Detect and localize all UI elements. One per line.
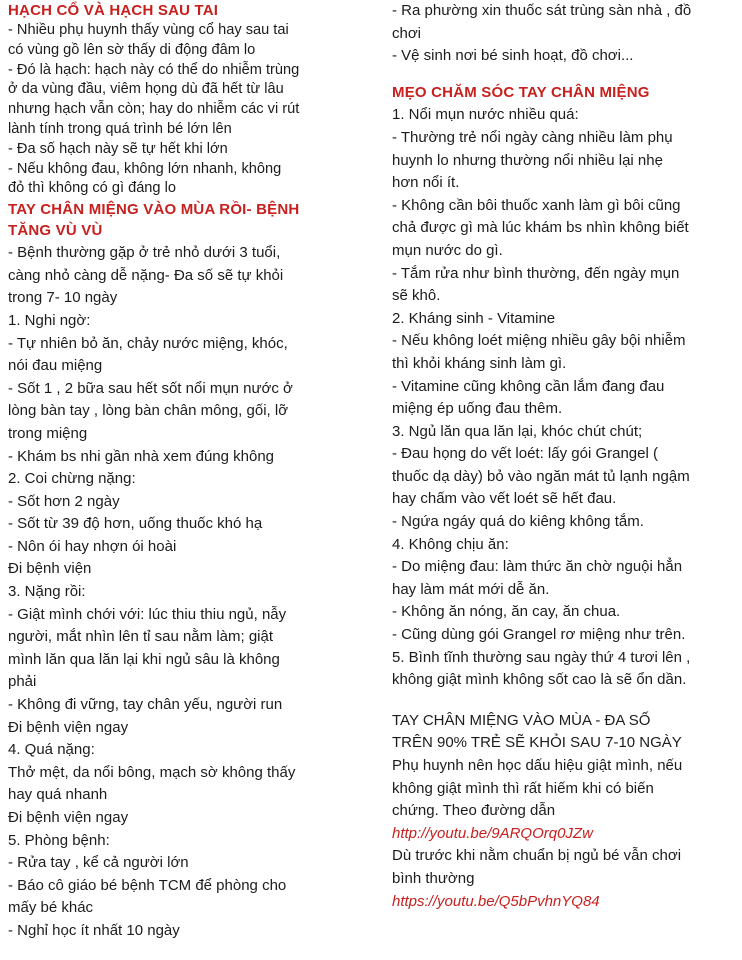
text-line: Thở mệt, da nổi bông, mạch sờ không thấy: [8, 763, 296, 781]
text-line: không giật mình không sốt cao là sẽ ổn dần.: [392, 671, 687, 689]
text-line: Đi bệnh viện ngay: [8, 718, 129, 736]
text-line: chơi: [392, 24, 422, 42]
text-line: - Báo cô giáo bé bệnh TCM để phòng cho: [8, 876, 287, 894]
text-line: - Sốt 1 , 2 bữa sau hết sốt nổi mụn nước ở: [8, 379, 293, 397]
text-line: huynh lo nhưng thường nổi nhiều lại nhẹ: [392, 151, 663, 169]
text-line: - Giật mình chới với: lúc thiu thiu ngủ, nẫy: [8, 605, 287, 623]
text-line: hay làm mát mới dễ ăn.: [392, 580, 550, 598]
text-line: mấy bé khác: [8, 899, 94, 917]
text-line: lòng bàn tay , lòng bàn chân mông, gối, lỡ: [8, 402, 289, 420]
spacer: [392, 68, 738, 82]
text-line: trong miệng: [8, 424, 88, 442]
text-line: nhưng hạch vẫn còn; hay do nhiễm các vi rút: [8, 101, 300, 118]
text-line: - Do miệng đau: làm thức ăn chờ nguội hẳn: [392, 558, 683, 576]
text-line: thì khỏi kháng sinh làm gì.: [392, 354, 567, 372]
spacer: [392, 692, 738, 710]
text-line: - Sốt từ 39 độ hơn, uống thuốc khó hạ: [8, 515, 263, 533]
text-line: - Nôn ói hay nhợn ói hoài: [8, 537, 177, 555]
text-line: có vùng gồ lên sờ thấy di động đâm lo: [8, 41, 256, 58]
text-line: chứng. Theo đường dẫn: [392, 802, 556, 820]
text-line: - Không cần bôi thuốc xanh làm gì bôi cũng: [392, 196, 681, 214]
text-line: - Cũng dùng gói Grangel rơ miệng như trên.: [392, 626, 686, 644]
text-line: - Bệnh thường gặp ở trẻ nhỏ dưới 3 tuổi,: [8, 244, 281, 262]
text-line: - Khám bs nhi gần nhà xem đúng không: [8, 447, 275, 465]
text-line: hay chấm vào vết loét sẽ hết đau.: [392, 490, 617, 508]
text-line: lành tính trong quá trình bé lớn lên: [8, 120, 232, 137]
text-line: sẽ khô.: [392, 287, 441, 305]
section-title-care-tips: MẸO CHĂM SÓC TAY CHÂN MIỆNG: [392, 83, 650, 101]
text-line: - Không đi vững, tay chân yếu, người run: [8, 696, 283, 714]
text-line: nói đau miệng: [8, 357, 103, 375]
text-line: 1. Nổi mụn nước nhiều quá:: [392, 106, 579, 124]
text-line: Đi bệnh viện: [8, 560, 92, 578]
text-line: hay quá nhanh: [8, 786, 108, 804]
text-line: càng nhỏ càng dễ nặng- Đa số sẽ tự khỏi: [8, 266, 284, 284]
text-line: Phụ huynh nên học dấu hiệu giật mình, nếu: [392, 757, 683, 774]
text-line: trong 7- 10 ngày: [8, 289, 118, 307]
text-line: mình lăn qua lăn lại khi ngủ sâu là không: [8, 650, 280, 668]
text-line: - Đau họng do vết loét: lấy gói Grangel (: [392, 445, 658, 463]
text-line: - Nhiều phụ huynh thấy vùng cổ hay sau tai: [8, 22, 289, 38]
text-line: - Nếu không đau, không lớn nhanh, không: [8, 160, 282, 177]
text-line: - Tự nhiên bỏ ăn, chảy nước miệng, khóc,: [8, 334, 288, 352]
text-line: chả được gì mà lúc khám bs nhìn không biết: [392, 219, 689, 237]
text-line: thuốc dạ dày) bỏ vào ngăn mát tủ lạnh ngậm: [392, 467, 690, 485]
text-line: - Thường trẻ nổi ngày càng nhiều làm phụ: [392, 128, 673, 146]
text-line: ở da vùng đầu, viêm họng dù đã hết từ lâu: [8, 81, 284, 98]
text-line: - Đó là hạch: hạch này có thể do nhiễm trùng: [8, 61, 300, 78]
text-line: người, mắt nhìn lên tỉ sau nằm làm; giật: [8, 628, 274, 646]
section-title-hfmd: TAY CHÂN MIỆNG VÀO MÙA RỒI- BỆNH: [8, 201, 300, 219]
text-line: đỏ thì không có gì đáng lo: [8, 180, 176, 197]
text-line: 1. Nghi ngờ:: [8, 311, 91, 329]
text-line: bình thường: [392, 869, 475, 887]
closing-title-cont: TRÊN 90% TRẺ SẼ KHỎI SAU 7-10 NGÀY: [392, 734, 682, 752]
text-line: - Nghỉ học ít nhất 10 ngày: [8, 921, 180, 939]
text-line: Dù trước khi nằm chuẩn bị ngủ bé vẫn chơi: [392, 847, 682, 865]
section-title-hfmd-cont: TĂNG VÙ VÙ: [8, 222, 103, 240]
text-line: 5. Phòng bệnh:: [8, 831, 110, 849]
text-line: - Vệ sinh nơi bé sinh hoạt, đồ chơi...: [392, 47, 634, 65]
text-line: không giật mình thì rất hiếm khi có biến: [392, 779, 654, 797]
text-line: 3. Nặng rồi:: [8, 583, 86, 601]
text-line: 4. Không chịu ăn:: [392, 535, 509, 553]
text-line: - Đa số hạch này sẽ tự hết khi lớn: [8, 140, 228, 157]
text-line: - Không ăn nóng, ăn cay, ăn chua.: [392, 603, 621, 621]
text-line: hơn nổi ít.: [392, 174, 460, 192]
text-line: phải: [8, 673, 37, 691]
left-column: [8, 0, 380, 943]
youtube-link-2[interactable]: https://youtu.be/Q5bPvhnYQ84: [392, 892, 600, 910]
text-line: miệng ép uống đau thêm.: [392, 400, 563, 418]
text-line: - Ngứa ngáy quá do kiêng không tắm.: [392, 513, 644, 531]
text-line: - Nếu không loét miệng nhiều gây bội nhiễm: [392, 332, 686, 350]
text-line: mụn nước do gì.: [392, 241, 503, 259]
text-line: 5. Bình tĩnh thường sau ngày thứ 4 tươi lên ,: [392, 648, 691, 666]
text-line: 2. Coi chừng nặng:: [8, 470, 136, 488]
closing-title: TAY CHÂN MIỆNG VÀO MÙA - ĐA SỐ: [392, 711, 651, 729]
text-line: Đi bệnh viện ngay: [8, 809, 129, 827]
text-line: - Tắm rửa như bình thường, đến ngày mụn: [392, 264, 680, 282]
text-line: 3. Ngủ lăn qua lăn lại, khóc chút chút;: [392, 422, 643, 440]
text-line: - Sốt hơn 2 ngày: [8, 492, 120, 510]
text-line: - Rửa tay , kể cả người lớn: [8, 854, 189, 872]
youtube-link-1[interactable]: http://youtu.be/9ARQOrq0JZw: [392, 824, 593, 842]
text-line: 4. Quá nặng:: [8, 741, 95, 759]
right-column: [392, 0, 738, 913]
section-title-lymph-nodes: HẠCH CỔ VÀ HẠCH SAU TAI: [8, 2, 219, 19]
text-line: 2. Kháng sinh - Vitamine: [392, 309, 556, 327]
text-line: - Vitamine cũng không cần lắm đang đau: [392, 377, 665, 395]
text-line: - Ra phường xin thuốc sát trùng sàn nhà , đồ: [392, 2, 692, 19]
